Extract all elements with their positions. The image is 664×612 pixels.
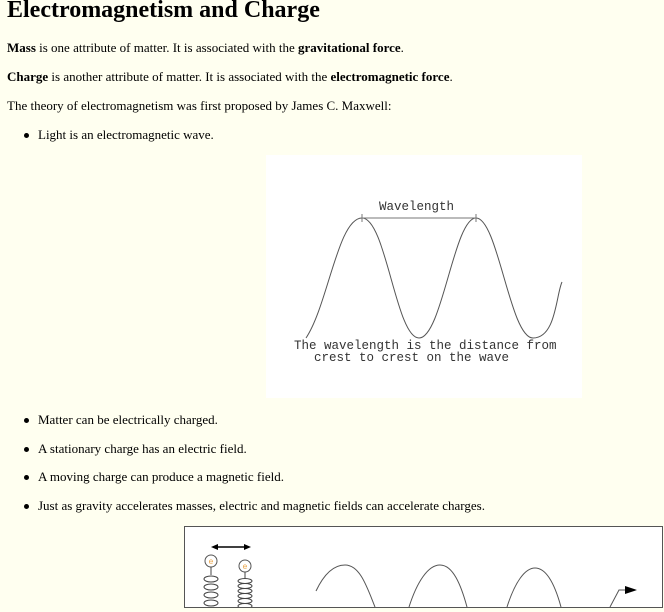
list-item-text: A stationary charge has an electric field. bbox=[38, 441, 247, 456]
mass-text: is one attribute of matter. It is associated with the bbox=[35, 40, 298, 55]
charge-end: . bbox=[449, 69, 453, 84]
arrow-right-icon bbox=[610, 586, 637, 607]
em-wave bbox=[316, 565, 561, 607]
mass-end: . bbox=[400, 40, 404, 55]
list-item-text: Light is an electromagnetic wave. bbox=[38, 127, 214, 142]
theory-paragraph: The theory of electromagnetism was first proposed by James C. Maxwell: bbox=[7, 98, 392, 113]
gravitational-force-term: gravitational force bbox=[298, 40, 401, 55]
charge-text: is another attribute of matter. It is associated with the bbox=[48, 69, 331, 84]
charge-label: e bbox=[208, 557, 214, 566]
electromagnetic-force-term: electromagnetic force bbox=[330, 69, 450, 84]
bullet-icon bbox=[24, 447, 29, 452]
oscillating-charge-diagram bbox=[185, 527, 662, 607]
list-item bbox=[24, 412, 218, 428]
bullet-icon bbox=[24, 133, 29, 138]
list-item bbox=[24, 498, 485, 514]
charge-circle-left bbox=[205, 555, 217, 567]
charge-circle-right bbox=[239, 560, 251, 572]
oscillating-charge-figure bbox=[184, 526, 663, 608]
spring-left bbox=[204, 567, 218, 606]
charge-term: Charge bbox=[7, 69, 49, 84]
bullet-icon bbox=[24, 475, 29, 480]
bullet-icon bbox=[24, 504, 29, 509]
double-arrow-icon bbox=[211, 544, 251, 550]
sine-wave bbox=[306, 218, 562, 338]
page-title: Electromagnetism and Charge bbox=[7, 0, 320, 23]
list-item bbox=[24, 127, 214, 143]
spring-right bbox=[238, 572, 252, 607]
wavelength-label: Wavelength bbox=[379, 200, 455, 214]
list-item-text: A moving charge can produce a magnetic field. bbox=[38, 469, 284, 484]
list-item bbox=[24, 469, 284, 485]
wave-caption-line2: crest to crest on the wave bbox=[314, 351, 510, 365]
bullet-icon bbox=[24, 418, 29, 423]
wavelength-figure bbox=[266, 155, 582, 398]
charge-label: e bbox=[242, 562, 248, 571]
list-item-text: Matter can be electrically charged. bbox=[38, 412, 218, 427]
mass-term: Mass bbox=[7, 40, 36, 55]
charge-paragraph bbox=[7, 69, 453, 85]
list-item bbox=[24, 441, 247, 457]
list-item-text: Just as gravity accelerates masses, electric and magnetic fields can accelerate charges. bbox=[38, 498, 485, 513]
mass-paragraph bbox=[7, 40, 404, 56]
wave-caption-line1: The wavelength is the distance from bbox=[294, 339, 557, 353]
